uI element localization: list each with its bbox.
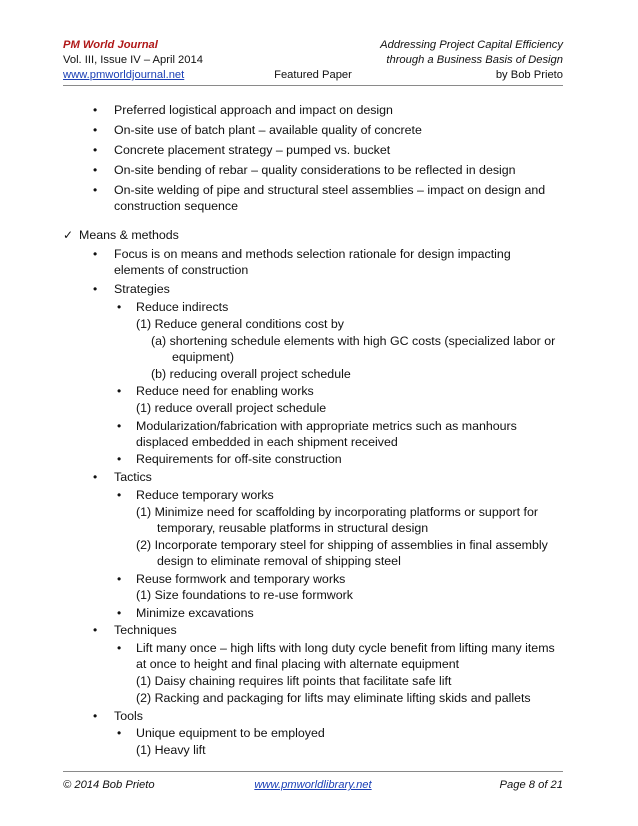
- library-website-link[interactable]: www.pmworldlibrary.net: [254, 779, 372, 791]
- numbered-item: (1) Size foundations to re-use formwork: [136, 588, 353, 602]
- bullet-icon: •: [93, 247, 98, 261]
- numbered-item: (1) reduce overall project schedule: [136, 401, 327, 415]
- list-item: Strategies: [114, 282, 170, 296]
- paper-title-line-1: Addressing Project Capital Efficiency: [380, 39, 563, 51]
- bullet-icon: •: [93, 123, 98, 137]
- lettered-item: (a) shortening schedule elements with high GC costs (specialized labor or: [151, 334, 556, 348]
- list-item-continuation: displaced embedded in each shipment received: [136, 435, 398, 449]
- paper-title-line-2: through a Business Basis of Design: [386, 54, 563, 66]
- lettered-item: (b) reducing overall project schedule: [151, 367, 351, 381]
- bullet-icon: •: [93, 709, 98, 723]
- list-item: Reduce indirects: [136, 300, 229, 314]
- numbered-item: (2) Racking and packaging for lifts may eliminate lifting skids and pallets: [136, 691, 531, 705]
- list-item: Focus is on means and methods selection rationale for design impacting: [114, 247, 511, 261]
- issue-info: Vol. III, Issue IV – April 2014: [63, 54, 203, 66]
- numbered-item: (2) Incorporate temporary steel for shipping of assemblies in final assembly: [136, 538, 548, 552]
- list-item: On-site use of batch plant – available quality of concrete: [114, 123, 422, 137]
- list-item: Unique equipment to be employed: [136, 726, 325, 740]
- list-item: Reuse formwork and temporary works: [136, 572, 346, 586]
- bullet-icon: •: [117, 452, 122, 466]
- list-item-continuation: construction sequence: [114, 199, 238, 213]
- list-item-continuation: at once to height and final placing with alternate equipment: [136, 657, 460, 671]
- journal-website-link[interactable]: www.pmworldjournal.net: [63, 69, 185, 81]
- bullet-icon: •: [93, 623, 98, 637]
- bullet-icon: •: [93, 183, 98, 197]
- bullet-icon: •: [117, 641, 122, 655]
- page-header: [63, 38, 563, 83]
- header-row-1: [63, 38, 563, 53]
- page-number: Page 8 of 21: [499, 779, 563, 791]
- list-item: Reduce need for enabling works: [136, 384, 314, 398]
- bullet-icon: •: [117, 488, 122, 502]
- section-heading: Means & methods: [79, 228, 179, 242]
- bullet-icon: •: [93, 103, 98, 117]
- journal-name: PM World Journal: [63, 39, 158, 51]
- list-item: Lift many once – high lifts with long duty cycle benefit from lifting many items: [136, 641, 555, 655]
- list-item: Modularization/fabrication with appropriate metrics such as manhours: [136, 419, 517, 433]
- list-item: Preferred logistical approach and impact on design: [114, 103, 393, 117]
- numbered-item: (1) Daisy chaining requires lift points that facilitate safe lift: [136, 674, 452, 688]
- list-item: Tools: [114, 709, 143, 723]
- checkmark-icon: ✓: [63, 228, 74, 242]
- bullet-icon: •: [117, 572, 122, 586]
- bullet-icon: •: [117, 726, 122, 740]
- header-row-3: [63, 68, 563, 83]
- bullet-icon: •: [93, 143, 98, 157]
- footer-divider: [63, 771, 563, 772]
- bullet-icon: •: [117, 384, 122, 398]
- bullet-icon: •: [93, 470, 98, 484]
- list-item: Techniques: [114, 623, 177, 637]
- numbered-item-continuation: design to eliminate removal of shipping steel: [157, 554, 401, 568]
- lettered-item-continuation: equipment): [172, 350, 234, 364]
- bullet-icon: •: [117, 300, 122, 314]
- numbered-item: (1) Minimize need for scaffolding by incorporating platforms or support for: [136, 505, 538, 519]
- list-item: On-site welding of pipe and structural steel assemblies – impact on design and: [114, 183, 546, 197]
- section-label: Featured Paper: [274, 69, 352, 81]
- list-item-continuation: elements of construction: [114, 263, 249, 277]
- bullet-icon: •: [117, 606, 122, 620]
- header-divider: [63, 85, 563, 86]
- bullet-icon: •: [93, 163, 98, 177]
- page-footer: [63, 778, 563, 793]
- list-item: Requirements for off-site construction: [136, 452, 342, 466]
- numbered-item: (1) Heavy lift: [136, 743, 206, 757]
- list-item: Minimize excavations: [136, 606, 254, 620]
- copyright-notice: © 2014 Bob Prieto: [63, 779, 155, 791]
- list-item: Tactics: [114, 470, 152, 484]
- list-item: Reduce temporary works: [136, 488, 274, 502]
- bullet-icon: •: [117, 419, 122, 433]
- list-item: On-site bending of rebar – quality considerations to be reflected in design: [114, 163, 516, 177]
- author-byline: by Bob Prieto: [495, 69, 563, 81]
- numbered-item: (1) Reduce general conditions cost by: [136, 317, 345, 331]
- header-row-2: [63, 53, 563, 68]
- list-item: Concrete placement strategy – pumped vs. bucket: [114, 143, 391, 157]
- bullet-icon: •: [93, 282, 98, 296]
- numbered-item-continuation: temporary, reusable platforms in structural design: [157, 521, 429, 535]
